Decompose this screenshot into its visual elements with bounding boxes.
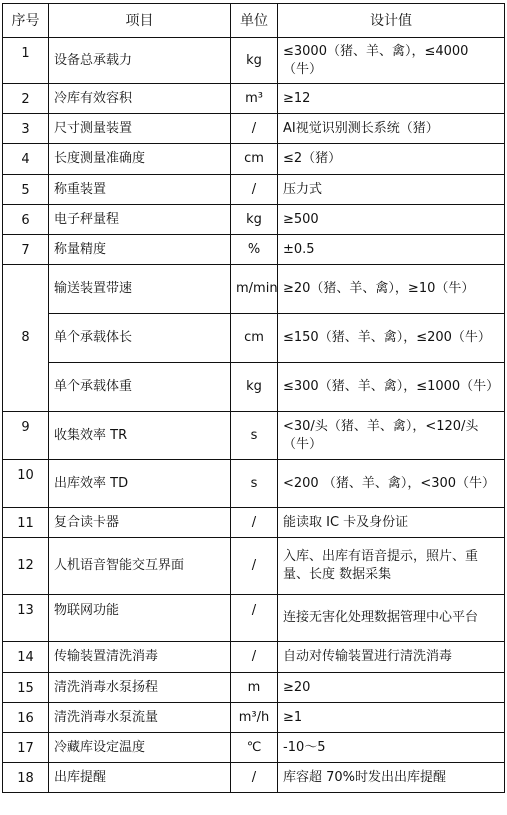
row-item: 冷藏库设定温度 bbox=[49, 733, 231, 763]
table-row bbox=[3, 114, 505, 144]
table-row bbox=[3, 673, 505, 703]
row-number: 6 bbox=[3, 205, 49, 235]
row-item: 输送装置带速 bbox=[49, 265, 231, 314]
row-item: 清洗消毒水泵扬程 bbox=[49, 673, 231, 703]
row-value: -10～5 bbox=[278, 733, 505, 763]
row-value: 入库、出库有语音提示，照片、重量、长度 数据采集 bbox=[278, 538, 505, 595]
row-value: ≥12 bbox=[278, 84, 505, 114]
row-unit: s bbox=[231, 460, 278, 508]
row-item: 冷库有效容积 bbox=[49, 84, 231, 114]
row-unit: ℃ bbox=[231, 733, 278, 763]
row-item: 长度测量准确度 bbox=[49, 144, 231, 175]
row-item: 单个承载体重 bbox=[49, 363, 231, 412]
row-item: 设备总承载力 bbox=[49, 38, 231, 84]
row-unit: / bbox=[231, 175, 278, 205]
row-number: 7 bbox=[3, 235, 49, 265]
row-unit: / bbox=[231, 763, 278, 793]
row-item: 电子秤量程 bbox=[49, 205, 231, 235]
table-row bbox=[3, 642, 505, 673]
row-unit: / bbox=[231, 538, 278, 595]
row-item: 收集效率 TR bbox=[49, 412, 231, 460]
row-number: 4 bbox=[3, 144, 49, 175]
table-row bbox=[3, 460, 505, 508]
table-row bbox=[3, 314, 505, 363]
row-number: 17 bbox=[3, 733, 49, 763]
row-value: AI视觉识别测长系统（猪） bbox=[278, 114, 505, 144]
row-number: 8 bbox=[3, 265, 49, 412]
row-number: 3 bbox=[3, 114, 49, 144]
row-value: ±0.5 bbox=[278, 235, 505, 265]
row-number: 11 bbox=[3, 508, 49, 538]
row-unit: kg bbox=[231, 38, 278, 84]
row-item: 清洗消毒水泵流量 bbox=[49, 703, 231, 733]
row-unit: m bbox=[231, 673, 278, 703]
table-row bbox=[3, 538, 505, 595]
table-row bbox=[3, 703, 505, 733]
row-value: 压力式 bbox=[278, 175, 505, 205]
header-value: 设计值 bbox=[278, 4, 505, 38]
row-value: 能读取 IC 卡及身份证 bbox=[278, 508, 505, 538]
row-item: 称重装置 bbox=[49, 175, 231, 205]
row-unit: / bbox=[231, 642, 278, 673]
row-number: 16 bbox=[3, 703, 49, 733]
table-row bbox=[3, 38, 505, 84]
header-item: 项目 bbox=[49, 4, 231, 38]
row-unit: m³ bbox=[231, 84, 278, 114]
row-item: 单个承载体长 bbox=[49, 314, 231, 363]
row-unit: / bbox=[231, 508, 278, 538]
row-value: 库容超 70%时发出出库提醒 bbox=[278, 763, 505, 793]
row-item: 出库提醒 bbox=[49, 763, 231, 793]
row-number: 14 bbox=[3, 642, 49, 673]
row-unit: m³/h bbox=[231, 703, 278, 733]
row-value: 自动对传输装置进行清洗消毒 bbox=[278, 642, 505, 673]
row-value: ≥500 bbox=[278, 205, 505, 235]
table-row bbox=[3, 733, 505, 763]
table-row bbox=[3, 144, 505, 175]
table-row bbox=[3, 508, 505, 538]
table-row bbox=[3, 175, 505, 205]
table-row bbox=[3, 412, 505, 460]
row-number: 18 bbox=[3, 763, 49, 793]
table-row bbox=[3, 205, 505, 235]
row-value: <30/头（猪、羊、禽），<120/头（牛） bbox=[278, 412, 505, 460]
row-unit: / bbox=[231, 595, 278, 642]
row-item: 物联网功能 bbox=[49, 595, 231, 642]
row-item: 人机语音智能交互界面 bbox=[49, 538, 231, 595]
row-unit: cm bbox=[231, 144, 278, 175]
header-seq: 序号 bbox=[3, 4, 49, 38]
row-value: ≤3000（猪、羊、禽），≤4000（牛） bbox=[278, 38, 505, 84]
row-value: ≤300（猪、羊、禽），≤1000（牛） bbox=[278, 363, 505, 412]
row-item: 出库效率 TD bbox=[49, 460, 231, 508]
row-value: ≥1 bbox=[278, 703, 505, 733]
row-number: 1 bbox=[3, 38, 49, 84]
table-row bbox=[3, 763, 505, 793]
row-unit: % bbox=[231, 235, 278, 265]
row-number: 15 bbox=[3, 673, 49, 703]
row-number: 5 bbox=[3, 175, 49, 205]
row-value: ≥20（猪、羊、禽），≥10（牛） bbox=[278, 265, 505, 314]
table-row bbox=[3, 235, 505, 265]
row-number: 10 bbox=[3, 460, 49, 508]
row-value: ≤2（猪） bbox=[278, 144, 505, 175]
table-row bbox=[3, 595, 505, 642]
row-number: 2 bbox=[3, 84, 49, 114]
row-item: 尺寸测量装置 bbox=[49, 114, 231, 144]
row-item: 复合读卡器 bbox=[49, 508, 231, 538]
row-value: 连接无害化处理数据管理中心平台 bbox=[278, 595, 505, 642]
row-unit: kg bbox=[231, 363, 278, 412]
row-value: <200 （猪、羊、禽），<300（牛） bbox=[278, 460, 505, 508]
row-unit: m/min bbox=[231, 265, 278, 314]
row-unit: cm bbox=[231, 314, 278, 363]
row-unit: / bbox=[231, 114, 278, 144]
row-value: ≤150（猪、羊、禽），≤200（牛） bbox=[278, 314, 505, 363]
table-row bbox=[3, 363, 505, 412]
table-row bbox=[3, 265, 505, 314]
spec-table bbox=[2, 3, 505, 793]
row-number: 12 bbox=[3, 538, 49, 595]
header-row bbox=[3, 4, 505, 38]
row-value: ≥20 bbox=[278, 673, 505, 703]
row-number: 13 bbox=[3, 595, 49, 642]
row-item: 传输装置清洗消毒 bbox=[49, 642, 231, 673]
table-row bbox=[3, 84, 505, 114]
row-unit: s bbox=[231, 412, 278, 460]
row-number: 9 bbox=[3, 412, 49, 460]
row-unit: kg bbox=[231, 205, 278, 235]
header-unit: 单位 bbox=[231, 4, 278, 38]
row-item: 称量精度 bbox=[49, 235, 231, 265]
